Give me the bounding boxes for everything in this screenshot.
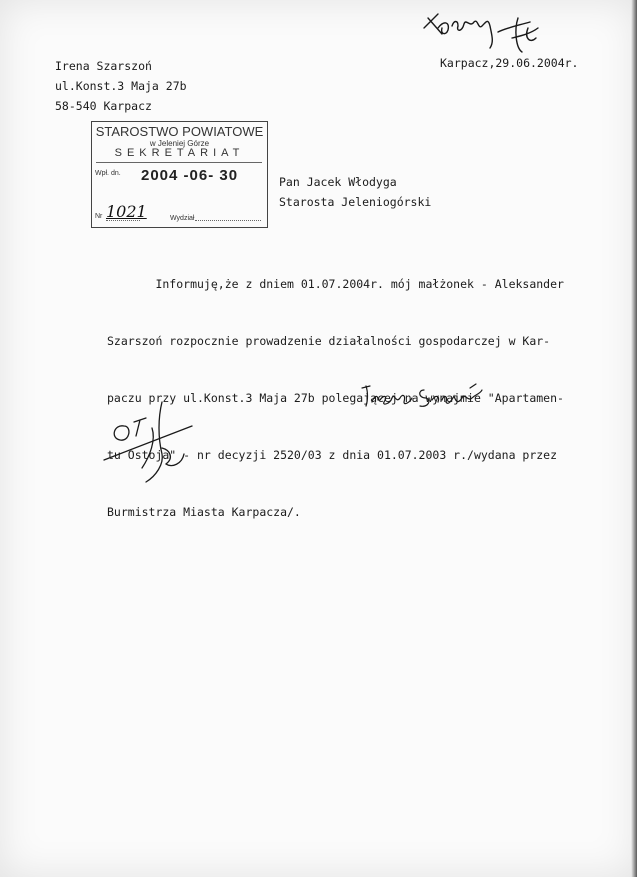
stamp-divider [96, 162, 262, 163]
body-line: Szarszoń rozpocznie prowadzenie działalności gospodarczej w Kar- [107, 334, 551, 348]
stamp-department: SEKRETARIAT [114, 147, 245, 159]
stamp-received-label: Wpł. dn. [95, 170, 121, 177]
body-line: paczu przy ul.Konst.3 Maja 27b polegającej na wynajmie "Apartamen- [107, 391, 564, 405]
stamp-location: w Jeleniej Górze [149, 139, 210, 148]
sender-street: ul.Konst.3 Maja 27b [55, 79, 187, 93]
body-line: Burmistrza Miasta Karpacza/. [107, 505, 301, 519]
sender-postal-city: 58-540 Karpacz [55, 99, 152, 113]
stamp-number-label: Nr [95, 213, 103, 220]
recipient-address [279, 172, 431, 212]
stamp-received-date: 2004 -06- 30 [141, 167, 239, 184]
body-line: Informuję,że z dniem 01.07.2004r. mój małżonek - Aleksander [107, 277, 564, 291]
top-handwritten-annotation [420, 8, 560, 58]
margin-handwritten-note [100, 398, 200, 488]
stamp-office: STAROSTWO POWIATOWE [95, 124, 264, 139]
body-line: tu Ostoja" - nr decyzji 2520/03 z dnia 01.07.2003 r./wydana przez [107, 448, 558, 462]
stamp-number: 1021 [106, 202, 147, 221]
place-and-date: Karpacz,29.06.2004r. [440, 56, 579, 70]
recipient-line-2: Starosta Jeleniogórski [279, 195, 432, 209]
recipient-line-1: Pan Jacek Włodyga [279, 175, 397, 189]
stamp-number-dotted-line [106, 220, 140, 221]
registry-stamp [91, 121, 268, 228]
stamp-division-dotted-line [195, 220, 261, 221]
sender-address [55, 56, 187, 116]
handwritten-signature [362, 380, 502, 410]
sender-name: Irena Szarszoń [55, 59, 152, 73]
stamp-division-label: Wydział [170, 215, 195, 222]
